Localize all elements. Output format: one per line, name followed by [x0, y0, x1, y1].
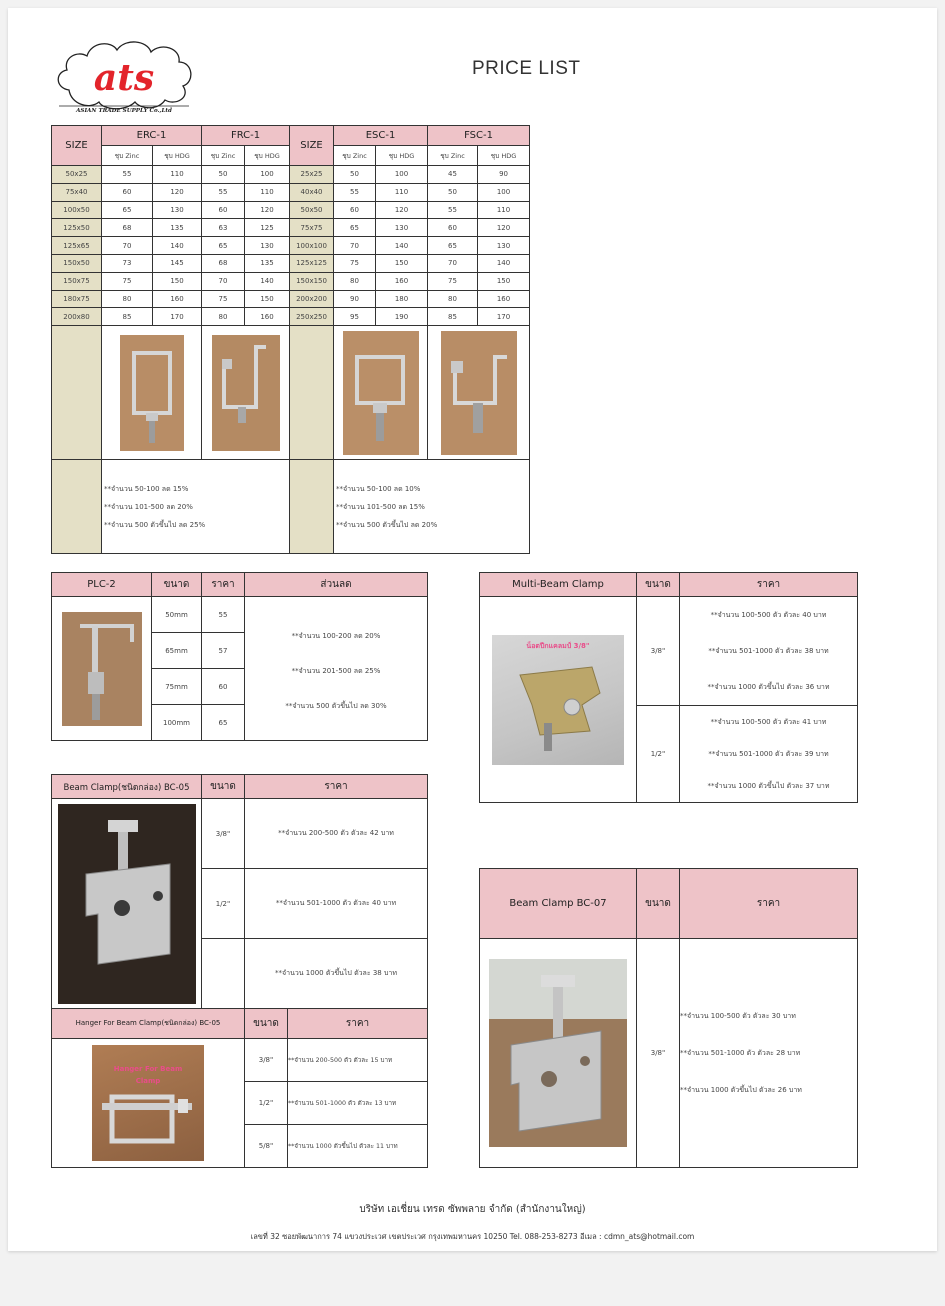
- price-cell: 85: [428, 308, 478, 326]
- bc05-clamp-photo: [58, 804, 196, 1004]
- size-cell: 150x75: [52, 272, 102, 290]
- plc2-discounts: [245, 597, 428, 741]
- discount-note: **จำนวน 500 ตัวขึ้นไป ลด 25%: [104, 520, 206, 529]
- multi-beam-photo-cell: [480, 597, 637, 803]
- price-cell: 75: [428, 272, 478, 290]
- hanger-photo-caption: Hanger For Beam Clamp: [113, 1065, 183, 1085]
- price-cell: 60: [334, 201, 376, 219]
- price-cell: 68: [102, 219, 153, 237]
- price-note: **จำนวน 501-1000 ตัว ตัวละ 28 บาท: [680, 1048, 801, 1057]
- price-cell: 73: [102, 254, 153, 272]
- price-cell: 70: [102, 237, 153, 255]
- multi-beam-size-header: ขนาด: [637, 573, 680, 597]
- size-cell: 75x75: [290, 219, 334, 237]
- bc07-price-header: ราคา: [680, 869, 858, 939]
- notes-spacer-right: [290, 460, 334, 554]
- frc1-clamp-photo: [212, 335, 280, 451]
- plc2-price: 57: [202, 633, 245, 669]
- ats-logo: [51, 32, 197, 118]
- bc07-table: [479, 868, 858, 1168]
- price-cell: 55: [428, 201, 478, 219]
- price-cell: 190: [376, 308, 428, 326]
- price-cell: 45: [428, 166, 478, 184]
- price-cell: 135: [153, 219, 202, 237]
- price-cell: 150: [478, 272, 530, 290]
- plc2-price: 55: [202, 597, 245, 633]
- discount-note: **จำนวน 101-500 ลด 20%: [104, 502, 193, 511]
- photo-spacer-right: [290, 326, 334, 460]
- hanger-size: 3/8": [245, 1039, 288, 1082]
- hanger-photo: [92, 1045, 204, 1161]
- bc07-size: 3/8": [637, 939, 680, 1168]
- price-cell: 90: [334, 290, 376, 308]
- plc2-clamp-photo: [62, 612, 142, 726]
- size-cell: 75x40: [52, 183, 102, 201]
- price-cell: 55: [202, 183, 245, 201]
- bc05-size: [202, 939, 245, 1009]
- price-note: **จำนวน 501-1000 ตัว ตัวละ 39 บาท: [708, 750, 829, 758]
- price-cell: 95: [334, 308, 376, 326]
- size-header-right: SIZE: [290, 126, 334, 166]
- discount-note: **จำนวน 100-200 ลด 20%: [291, 632, 381, 640]
- sub-header: ชุบ HDG: [245, 146, 290, 166]
- bc07-prices: [680, 939, 858, 1168]
- size-cell: 180x75: [52, 290, 102, 308]
- price-cell: 75: [102, 272, 153, 290]
- price-cell: 140: [376, 237, 428, 255]
- price-cell: 110: [153, 166, 202, 184]
- price-cell: 60: [102, 183, 153, 201]
- multi-beam-prices: [680, 597, 858, 706]
- hanger-size-header: ขนาด: [245, 1009, 288, 1039]
- plc2-size: 75mm: [152, 669, 202, 705]
- price-cell: 75: [202, 290, 245, 308]
- bc07-size-header: ขนาด: [637, 869, 680, 939]
- price-cell: 160: [245, 308, 290, 326]
- price-cell: 170: [478, 308, 530, 326]
- table-row: [52, 166, 530, 184]
- bc05-size-header: ขนาด: [202, 775, 245, 799]
- notes-spacer-left: [52, 460, 102, 554]
- price-cell: 70: [334, 237, 376, 255]
- group-header-frc1: FRC-1: [202, 126, 290, 146]
- plc2-size-header: ขนาด: [152, 573, 202, 597]
- fsc1-clamp-photo: [441, 331, 517, 455]
- size-cell: 200x200: [290, 290, 334, 308]
- price-cell: 65: [202, 237, 245, 255]
- hanger-name: Hanger For Beam Clamp(ชนิดกล่อง) BC-05: [52, 1009, 245, 1039]
- price-cell: 140: [478, 254, 530, 272]
- plc2-price-header: ราคา: [202, 573, 245, 597]
- sub-header: ชุบ Zinc: [334, 146, 376, 166]
- price-cell: 130: [376, 219, 428, 237]
- bc05-price-header: ราคา: [245, 775, 428, 799]
- bc05-table: [51, 774, 428, 1009]
- price-cell: 130: [245, 237, 290, 255]
- discount-note: **จำนวน 50-100 ลด 15%: [104, 484, 189, 493]
- multi-beam-clamp-table: [479, 572, 858, 803]
- bc05-price: **จำนวน 1000 ตัวขึ้นไป ตัวละ 38 บาท: [245, 939, 428, 1009]
- price-cell: 110: [376, 183, 428, 201]
- multi-beam-clamp-photo: [492, 635, 624, 765]
- plc2-size: 50mm: [152, 597, 202, 633]
- right-discount-notes: [334, 460, 530, 554]
- price-cell: 130: [478, 237, 530, 255]
- price-cell: 50: [334, 166, 376, 184]
- fsc1-photo-cell: [428, 326, 530, 460]
- price-cell: 120: [376, 201, 428, 219]
- sub-header: ชุบ Zinc: [428, 146, 478, 166]
- group-header-erc1: ERC-1: [102, 126, 202, 146]
- price-cell: 50: [428, 183, 478, 201]
- price-cell: 120: [153, 183, 202, 201]
- table-row: [52, 308, 530, 326]
- footer-company-name: บริษัท เอเชี่ยน เทรด ซัพพลาย จำกัด (สำนักงานใหญ่): [359, 1204, 586, 1215]
- price-note: **จำนวน 1000 ตัวขึ้นไป ตัวละ 26 บาท: [680, 1085, 802, 1094]
- group-header-esc1: ESC-1: [334, 126, 428, 146]
- price-cell: 85: [102, 308, 153, 326]
- bc05-price: **จำนวน 501-1000 ตัว ตัวละ 40 บาท: [245, 869, 428, 939]
- frc1-photo-cell: [202, 326, 290, 460]
- plc2-price: 60: [202, 669, 245, 705]
- price-cell: 80: [202, 308, 245, 326]
- price-cell: 55: [334, 183, 376, 201]
- hanger-price: **จำนวน 200-500 ตัว ตัวละ 15 บาท: [288, 1039, 428, 1082]
- price-cell: 60: [428, 219, 478, 237]
- price-cell: 68: [202, 254, 245, 272]
- price-cell: 150: [245, 290, 290, 308]
- size-cell: 125x125: [290, 254, 334, 272]
- hanger-price: **จำนวน 501-1000 ตัว ตัวละ 13 บาท: [288, 1082, 428, 1125]
- price-cell: 170: [153, 308, 202, 326]
- price-cell: 150: [376, 254, 428, 272]
- price-cell: 120: [478, 219, 530, 237]
- price-cell: 80: [334, 272, 376, 290]
- table-row: [52, 237, 530, 255]
- hanger-shape: [92, 1045, 204, 1161]
- multi-beam-name: Multi-Beam Clamp: [480, 573, 637, 597]
- group-header-fsc1: FSC-1: [428, 126, 530, 146]
- price-note: **จำนวน 1000 ตัวขึ้นไป ตัวละ 36 บาท: [707, 683, 830, 691]
- bc05-size: 3/8": [202, 799, 245, 869]
- size-cell: 150x150: [290, 272, 334, 290]
- size-cell: 50x50: [290, 201, 334, 219]
- size-cell: 100x50: [52, 201, 102, 219]
- plc2-table: [51, 572, 428, 741]
- bc05-price: **จำนวน 200-500 ตัว ตัวละ 42 บาท: [245, 799, 428, 869]
- hanger-price-header: ราคา: [288, 1009, 428, 1039]
- price-cell: 65: [428, 237, 478, 255]
- price-note: **จำนวน 501-1000 ตัว ตัวละ 38 บาท: [708, 647, 829, 655]
- hanger-size: 5/8": [245, 1125, 288, 1168]
- price-cell: 70: [202, 272, 245, 290]
- size-cell: 200x80: [52, 308, 102, 326]
- size-cell: 125x50: [52, 219, 102, 237]
- price-cell: 140: [153, 237, 202, 255]
- logo-wordmark: ats: [93, 57, 155, 99]
- table-row: [52, 183, 530, 201]
- plc2-size: 100mm: [152, 705, 202, 741]
- price-cell: 125: [245, 219, 290, 237]
- price-note: **จำนวน 100-500 ตัว ตัวละ 30 บาท: [680, 1011, 796, 1020]
- price-cell: 100: [376, 166, 428, 184]
- table-row: [52, 201, 530, 219]
- bc05-size: 1/2": [202, 869, 245, 939]
- table-row: [52, 290, 530, 308]
- footer-address: เลขที่ 32 ซอยพัฒนาการ 74 แขวงประเวศ เขตประเวศ กรุงเทพมหานคร 10250 Tel. 088-253-8273 อีเมล : cdmn_ats@hotmail.com: [250, 1232, 695, 1241]
- plc2-discount-header: ส่วนลด: [245, 573, 428, 597]
- plc2-name: PLC-2: [52, 573, 152, 597]
- price-cell: 150: [153, 272, 202, 290]
- price-cell: 50: [202, 166, 245, 184]
- price-cell: 65: [102, 201, 153, 219]
- plc2-size: 65mm: [152, 633, 202, 669]
- bc05-name: Beam Clamp(ชนิดกล่อง) BC-05: [52, 775, 202, 799]
- plc2-photo-cell: [52, 597, 152, 741]
- discount-note: **จำนวน 201-500 ลด 25%: [291, 667, 381, 675]
- sub-header: ชุบ Zinc: [202, 146, 245, 166]
- price-cell: 80: [102, 290, 153, 308]
- discount-note: **จำนวน 500 ตัวขึ้นไป ลด 30%: [285, 702, 387, 710]
- hanger-table: [51, 1008, 428, 1168]
- photo-spacer-left: [52, 326, 102, 460]
- multi-beam-clamp-shape: [492, 635, 624, 765]
- multi-beam-size: 3/8": [637, 597, 680, 706]
- bc07-photo-cell: [480, 939, 637, 1168]
- sub-header: ชุบ Zinc: [102, 146, 153, 166]
- size-cell: 100x100: [290, 237, 334, 255]
- price-cell: 75: [334, 254, 376, 272]
- price-cell: 110: [478, 201, 530, 219]
- price-note: **จำนวน 100-500 ตัว ตัวละ 40 บาท: [710, 611, 827, 619]
- erc1-clamp-photo: [120, 335, 184, 451]
- price-cell: 160: [376, 272, 428, 290]
- hanger-photo-cell: [52, 1039, 245, 1168]
- size-cell: 125x65: [52, 237, 102, 255]
- price-cell: 55: [102, 166, 153, 184]
- price-cell: 80: [428, 290, 478, 308]
- price-cell: 65: [334, 219, 376, 237]
- price-cell: 70: [428, 254, 478, 272]
- price-cell: 160: [153, 290, 202, 308]
- price-cell: 135: [245, 254, 290, 272]
- price-cell: 63: [202, 219, 245, 237]
- table-row: [52, 272, 530, 290]
- multi-beam-photo-caption: น็อตปีกแคลมป์ 3/8": [526, 641, 590, 650]
- price-cell: 100: [245, 166, 290, 184]
- discount-note: **จำนวน 101-500 ลด 15%: [336, 502, 425, 511]
- page-title: PRICE LIST: [472, 58, 581, 79]
- price-note: **จำนวน 100-500 ตัว ตัวละ 41 บาท: [710, 718, 827, 726]
- plc2-price: 65: [202, 705, 245, 741]
- discount-note: **จำนวน 500 ตัวขึ้นไป ลด 20%: [336, 520, 438, 529]
- price-cell: 90: [478, 166, 530, 184]
- size-cell: 250x250: [290, 308, 334, 326]
- sub-header: ชุบ HDG: [478, 146, 530, 166]
- size-cell: 25x25: [290, 166, 334, 184]
- price-cell: 60: [202, 201, 245, 219]
- multi-beam-size: 1/2": [637, 706, 680, 803]
- price-cell: 130: [153, 201, 202, 219]
- table-row: [52, 219, 530, 237]
- price-cell: 120: [245, 201, 290, 219]
- price-cell: 160: [478, 290, 530, 308]
- price-cell: 180: [376, 290, 428, 308]
- multi-beam-price-header: ราคา: [680, 573, 858, 597]
- size-header-left: SIZE: [52, 126, 102, 166]
- table-row: [52, 254, 530, 272]
- multi-beam-prices: [680, 706, 858, 803]
- price-cell: 100: [478, 183, 530, 201]
- price-note: **จำนวน 1000 ตัวขึ้นไป ตัวละ 37 บาท: [707, 782, 830, 790]
- erc1-photo-cell: [102, 326, 202, 460]
- esc1-photo-cell: [334, 326, 428, 460]
- bc07-clamp-photo: [489, 959, 627, 1147]
- price-cell: 145: [153, 254, 202, 272]
- main-price-table: [51, 125, 530, 554]
- left-discount-notes: [102, 460, 290, 554]
- hanger-price: **จำนวน 1000 ตัวขึ้นไป ตัวละ 11 บาท: [288, 1125, 428, 1168]
- price-cell: 110: [245, 183, 290, 201]
- bc07-name: Beam Clamp BC-07: [480, 869, 637, 939]
- size-cell: 150x50: [52, 254, 102, 272]
- bc05-photo-cell: [52, 799, 202, 1009]
- discount-note: **จำนวน 50-100 ลด 10%: [336, 484, 421, 493]
- hanger-size: 1/2": [245, 1082, 288, 1125]
- logo-subtitle: ASIAN TRADE SUPPLY Co.,Ltd: [76, 108, 172, 114]
- sub-header: ชุบ HDG: [376, 146, 428, 166]
- esc1-clamp-photo: [343, 331, 419, 455]
- sub-header: ชุบ HDG: [153, 146, 202, 166]
- size-cell: 50x25: [52, 166, 102, 184]
- size-cell: 40x40: [290, 183, 334, 201]
- price-cell: 140: [245, 272, 290, 290]
